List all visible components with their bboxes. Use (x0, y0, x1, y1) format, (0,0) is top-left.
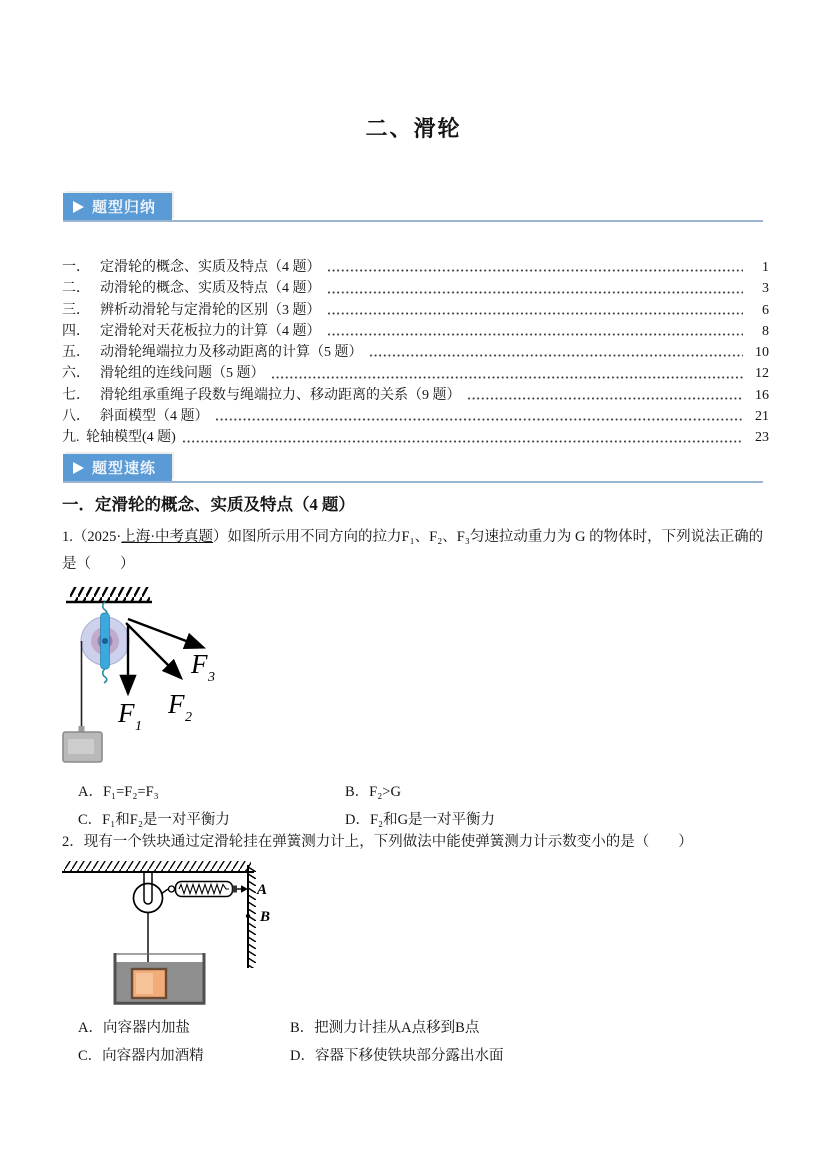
toc-entry-6[interactable] (62, 362, 769, 383)
point-b-dot (246, 914, 250, 918)
ceiling (62, 861, 254, 872)
iron-block (132, 969, 166, 998)
rope-to-scale (161, 889, 168, 894)
force-arrow-f2 (126, 623, 180, 677)
banner-type-summary-box (63, 193, 172, 220)
question1-body: ）如图所示用不同方向的拉力F₁、F₂、F₃匀速拉动重力为 G 的物体时，下列说法正确的是（ ） (62, 529, 764, 572)
toc-entry-number: 五． (62, 345, 90, 361)
figure-q2-svg (58, 858, 273, 1010)
scale-left-hook (169, 886, 175, 892)
question1-options (78, 776, 495, 832)
question1-text (62, 524, 770, 578)
force-label-f3-sub: 3 (208, 670, 215, 685)
question2-options (78, 1012, 503, 1068)
force-label-f1: F (118, 698, 135, 728)
q1-option-c[interactable]: C．F₁和F₂是一对平衡力 (78, 811, 230, 828)
toc-entry-page: 6 (762, 302, 769, 318)
banner-type-summary-label: 题型归纳 (92, 199, 157, 216)
bottom-hook (103, 669, 107, 683)
toc-entry-1[interactable] (62, 256, 769, 277)
page-title: 二、滑轮 (365, 116, 462, 141)
spring-scale (169, 882, 249, 897)
toc-entry-page: 16 (755, 387, 769, 403)
banner-type-practice-label: 题型速练 (92, 460, 157, 477)
toc-entry-7[interactable] (62, 384, 769, 405)
toc-dot-leader (468, 397, 744, 401)
pulley-axle (102, 638, 108, 644)
banner-type-summary (63, 193, 763, 222)
toc-entry-8[interactable] (62, 405, 769, 426)
q1-option-d[interactable]: D．F₂和G是一对平衡力 (345, 811, 496, 828)
banner-type-practice-box (63, 454, 172, 481)
toc-entry-page: 12 (755, 366, 769, 382)
wall-anchor-arrow (241, 885, 248, 893)
point-b-label: B (260, 909, 271, 925)
section1-heading: 一．定滑轮的概念、实质及特点（4 题） (62, 495, 355, 514)
question2-text: 2．现有一个铁块通过定滑轮挂在弹簧测力计上，下列做法中能使弹簧测力计示数变小的是（ ） (62, 834, 693, 850)
banner-type-practice (63, 454, 763, 483)
force-label-f3: F (191, 649, 208, 679)
toc-entry-title: 定滑轮对天花板拉力的计算（4 题） (100, 323, 321, 339)
toc-entry-title: 动滑轮绳端拉力及移动距离的计算（5 题） (100, 345, 363, 361)
question1-source-link[interactable]: 上海·中考真题 (121, 529, 214, 545)
toc-entry-3[interactable] (62, 299, 769, 320)
toc-entry-page: 21 (755, 409, 769, 425)
q1-option-b[interactable]: B．F₂>G (345, 783, 401, 800)
toc-entry-number: 四． (62, 323, 90, 339)
weight-block (63, 726, 102, 762)
question1-prefix: 1.（2025· (62, 529, 122, 545)
toc-entry-5[interactable] (62, 341, 769, 362)
toc-dot-leader (183, 440, 743, 444)
toc-entry-title: 斜面模型（4 题） (100, 409, 209, 425)
toc-dot-leader (370, 354, 744, 358)
toc-entry-page: 10 (755, 345, 769, 361)
toc-entry-4[interactable] (62, 320, 769, 341)
force-label-f2: F (168, 689, 185, 719)
ceiling (66, 587, 152, 602)
play-arrow-icon (73, 201, 84, 213)
toc-entry-title: 滑轮组的连线问题（5 题） (100, 366, 265, 382)
q1-option-a[interactable]: A．F₁=F₂=F₃ (78, 783, 159, 800)
toc-dot-leader (272, 376, 744, 380)
toc-entry-2[interactable] (62, 277, 769, 298)
q2-option-c[interactable]: C．向容器内加酒精 (78, 1047, 204, 1064)
fixed-pulley (81, 613, 129, 683)
figure-q1-fixed-pulley (62, 582, 302, 787)
toc-entry-title: 轮轴模型(4 题) (86, 430, 176, 446)
point-a-label: A (257, 882, 268, 898)
toc-dot-leader (328, 291, 744, 295)
toc-dot-leader (216, 418, 744, 422)
fixed-pulley (134, 884, 163, 913)
toc-entry-number: 九. (62, 430, 80, 446)
toc-dot-leader (328, 312, 744, 316)
toc-entry-title: 辨析动滑轮与定滑轮的区别（3 题） (100, 302, 321, 318)
force-arrow-f3 (128, 619, 202, 647)
force-label-f2-sub: 2 (185, 710, 192, 725)
toc-entry-number: 六． (62, 366, 90, 382)
toc-entry-page: 8 (762, 323, 769, 339)
force-label-f1-sub: 1 (135, 719, 142, 734)
figure-q2-pulley-spring-scale (58, 858, 273, 1015)
toc-entry-page: 23 (755, 430, 769, 446)
table-of-contents (62, 256, 769, 448)
toc-entry-number: 二． (62, 281, 90, 297)
q2-option-b[interactable]: B．把测力计挂从A点移到B点 (290, 1019, 480, 1036)
toc-entry-page: 3 (762, 281, 769, 297)
toc-entry-number: 八． (62, 409, 90, 425)
scale-right-cap (233, 886, 238, 893)
toc-dot-leader (328, 333, 744, 337)
figure-q1-svg (62, 582, 302, 782)
toc-entry-page: 1 (762, 260, 769, 275)
q2-option-d[interactable]: D．容器下移使铁块部分露出水面 (290, 1047, 504, 1064)
play-arrow-icon (73, 462, 84, 474)
toc-dot-leader (328, 269, 744, 273)
toc-entry-title: 动滑轮的概念、实质及特点（4 题） (100, 281, 321, 297)
toc-entry-number: 七． (62, 387, 90, 403)
toc-entry-number: 三． (62, 302, 90, 318)
toc-entry-title: 定滑轮的概念、实质及特点（4 题） (100, 260, 321, 275)
toc-entry-title: 滑轮组承重绳子段数与绳端拉力、移动距离的关系（9 题） (100, 387, 461, 403)
toc-entry-9[interactable] (62, 426, 769, 447)
q2-option-a[interactable]: A．向容器内加盐 (78, 1019, 190, 1036)
toc-entry-number: 一． (62, 260, 90, 275)
